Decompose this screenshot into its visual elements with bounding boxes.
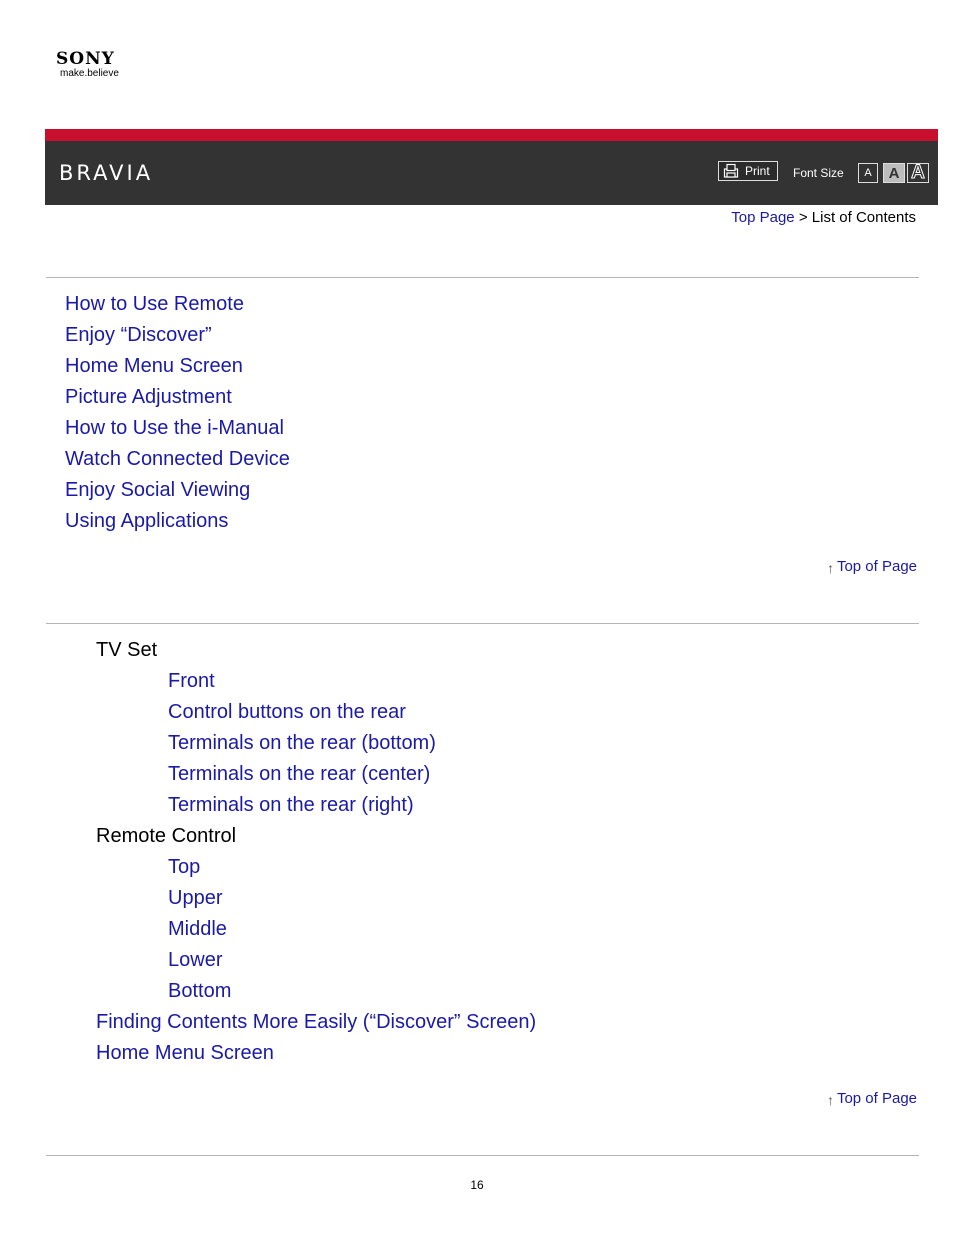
parts-contents-list [0,635,954,1069]
tv-set-link[interactable]: Terminals on the rear (right) [168,794,414,816]
header-banner [45,141,938,205]
contents-link[interactable]: Enjoy “Discover” [65,324,212,346]
sony-logo [56,50,119,80]
breadcrumb-current: List of Contents [811,209,916,226]
section-divider [46,277,919,278]
contents-link[interactable]: How to Use Remote [65,293,244,315]
remote-control-link[interactable]: Middle [168,918,227,940]
remote-control-link[interactable]: Top [168,856,201,878]
top-of-page-link-1[interactable] [827,556,917,577]
contents-link[interactable]: Home Menu Screen [65,355,243,377]
font-size-large-button[interactable]: A [907,163,929,183]
footer-divider [46,1155,919,1156]
font-size-medium-button[interactable]: A [883,163,905,183]
tv-set-link[interactable]: Terminals on the rear (bottom) [168,732,436,754]
top-of-page-label[interactable]: Top of Page [836,1089,917,1107]
contents-link[interactable]: Picture Adjustment [65,386,232,408]
breadcrumb [731,209,916,227]
remote-control-link[interactable]: Lower [168,949,223,971]
remote-control-link[interactable]: Bottom [168,980,232,1002]
bravia-logo: BRAVIA [59,161,154,185]
sony-wordmark: SONY [56,49,115,69]
remote-control-link[interactable]: Upper [168,887,223,909]
page-number: 16 [470,1178,484,1192]
breadcrumb-separator: > [798,209,808,226]
tv-set-link[interactable]: Terminals on the rear (center) [168,763,431,785]
tv-set-link[interactable]: Front [168,670,215,692]
contents-link[interactable]: Watch Connected Device [65,448,290,470]
breadcrumb-top-page-link[interactable]: Top Page [731,209,795,226]
font-size-label: Font Size [793,166,844,180]
banner-accent-stripe [45,129,938,141]
remote-control-heading: Remote Control [96,825,237,847]
home-menu-screen-link[interactable]: Home Menu Screen [96,1042,274,1064]
print-icon [723,163,739,179]
print-label: Print [745,164,770,178]
print-button[interactable] [718,161,778,181]
contents-link[interactable]: Enjoy Social Viewing [65,479,251,501]
contents-link[interactable]: Using Applications [65,510,229,532]
font-size-small-button[interactable]: A [858,163,878,183]
up-arrow-icon: ↑ [826,560,834,576]
main-contents-list [65,289,290,537]
tv-set-heading: TV Set [96,639,158,661]
contents-link[interactable]: How to Use the i-Manual [65,417,284,439]
finding-contents-link[interactable]: Finding Contents More Easily (“Discover” Screen) [96,1011,537,1033]
tv-set-link[interactable]: Control buttons on the rear [168,701,406,723]
sony-tagline: make.believe [60,68,119,79]
top-of-page-link-2[interactable] [827,1088,917,1109]
up-arrow-icon: ↑ [826,1092,834,1108]
section-divider [46,623,919,624]
top-of-page-label[interactable]: Top of Page [836,557,917,575]
